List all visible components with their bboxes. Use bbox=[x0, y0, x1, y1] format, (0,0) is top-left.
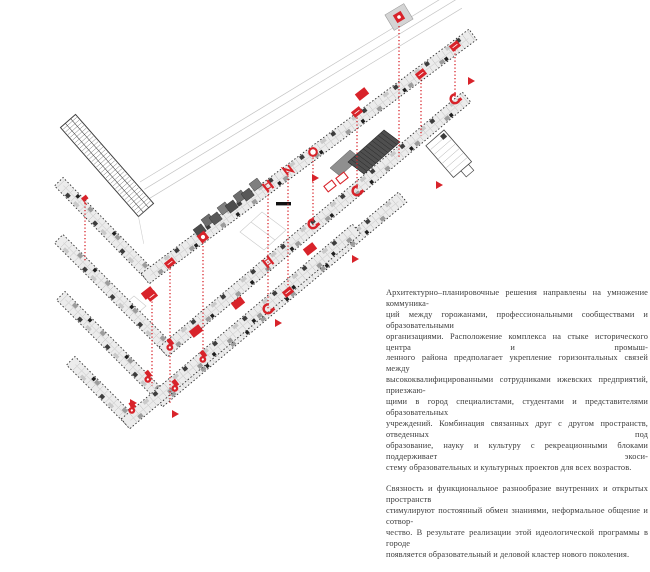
plate-4-right-wing bbox=[121, 224, 361, 429]
text-line: стимулируют постоянный обмен знаниями, неформальное общение и сотвор- bbox=[386, 506, 648, 527]
plate-3-left-wing bbox=[57, 292, 172, 407]
description-text-block bbox=[386, 288, 648, 572]
text-line: учреждений. Комбинация связанных друг с другом пространств, отведенных под bbox=[386, 418, 648, 439]
text-line: щими в город специалистами, студентами и представителями образовательных bbox=[386, 397, 648, 417]
text-line: стему образовательных и культурных проектов для всех возрастов. bbox=[386, 462, 632, 472]
text-line: Связность и функциональное разнообразие внутренних и открытых пространств bbox=[386, 484, 648, 505]
text-line: чество. В результате реализации этой идеологической программы в городе bbox=[386, 528, 648, 548]
black-bar-annotation bbox=[276, 202, 291, 205]
hatched-bar-building bbox=[50, 114, 169, 243]
text-line: ленного района предполагает укрепление горизонтальных связей между bbox=[386, 353, 648, 374]
text-line: появляется образовательный и деловой кластер нового поколения. bbox=[386, 549, 630, 559]
paragraph-1 bbox=[386, 288, 648, 473]
text-line: Архитектурно–планировочные решения направлены на умножение коммуника- bbox=[386, 288, 648, 308]
text-line: организациями. Расположение комплекса на стыке исторического центра и промыш- bbox=[386, 331, 648, 352]
text-line: высококвалифицированными сотрудниками ижевских предприятий, приезжаю- bbox=[386, 375, 648, 396]
paragraph-2 bbox=[386, 484, 648, 560]
plate-2-left-wing bbox=[55, 235, 177, 357]
text-line: образование, науку и культуру с рекреационными блоками поддерживает экоси- bbox=[386, 440, 648, 461]
text-line: ций между горожанами, профессиональными сообществами и образовательными bbox=[386, 309, 648, 330]
outline-building bbox=[426, 130, 477, 183]
